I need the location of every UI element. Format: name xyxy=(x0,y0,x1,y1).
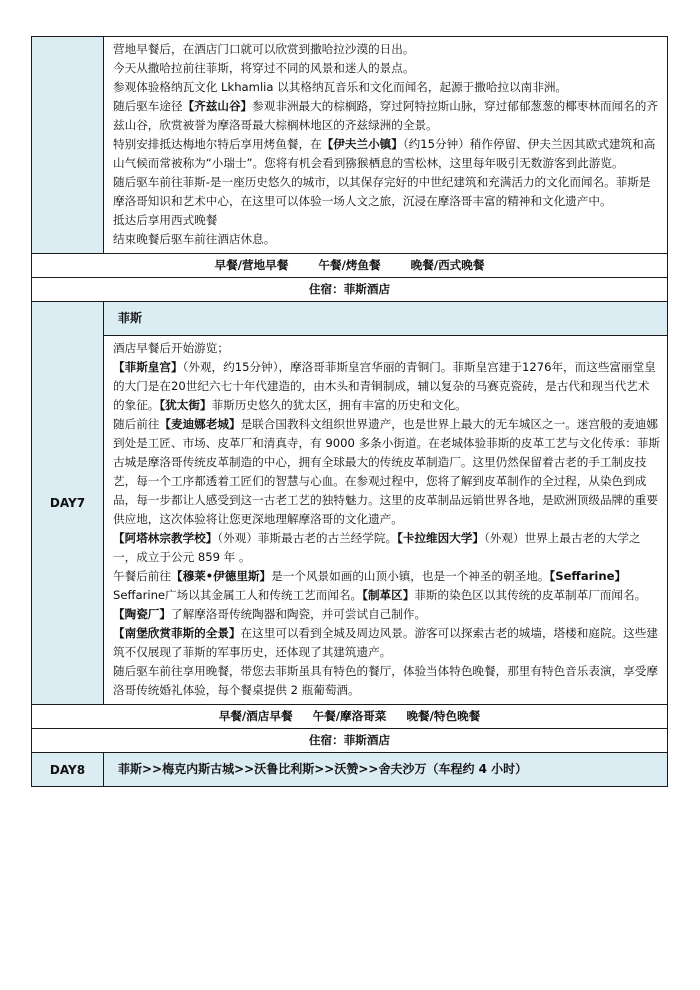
paragraph xyxy=(113,567,661,624)
paragraph xyxy=(113,211,661,230)
day7-label: DAY7 xyxy=(32,302,104,705)
day7-stay-row xyxy=(32,729,668,753)
day6-lunch: 午餐/烤鱼餐 xyxy=(318,258,381,272)
highlight-text: 【陶瓷厂】 xyxy=(113,607,171,621)
paragraph xyxy=(113,624,661,662)
body-text: 菲斯历史悠久的犹太区，拥有丰富的历史和文化。 xyxy=(211,398,467,412)
day6-meals-row xyxy=(32,254,668,278)
day7-paragraphs xyxy=(113,339,661,700)
day7-title: 菲斯 xyxy=(104,302,668,336)
body-text: 抵达后享用西式晚餐 xyxy=(113,213,218,227)
body-text: 营地早餐后，在酒店门口就可以欣赏到撒哈拉沙漠的日出。 xyxy=(113,42,415,56)
highlight-text: 【伊夫兰小镇】 xyxy=(321,137,403,151)
day8-route: 菲斯>>梅克内斯古城>>沃鲁比利斯>>沃赞>>舍夫沙万（车程约 4 小时） xyxy=(104,753,668,787)
paragraph xyxy=(113,358,661,415)
paragraph xyxy=(113,135,661,173)
highlight-text: 【南堡欣赏菲斯的全景】 xyxy=(113,626,241,640)
paragraph xyxy=(113,230,661,249)
day7-lunch: 午餐/摩洛哥菜 xyxy=(312,709,387,723)
itinerary-page xyxy=(31,36,667,787)
day6-content-row xyxy=(32,37,668,254)
body-text: 随后前往 xyxy=(113,417,160,431)
highlight-text: 【穆莱•伊德里斯】 xyxy=(170,569,272,583)
body-text: （约15分钟）稍作停留、伊夫兰因其欧式建筑和高山气候而常被称为“小瑞士”。您将有机会看到猕猴栖息的雪松林，这里每年吸引无数游客到此游览。 xyxy=(113,137,656,170)
body-text: 参观非洲最大的棕榈路，穿过阿特拉斯山脉，穿过郁郁葱葱的椰枣林而闻名的齐兹山谷，欣赏被誉为摩洛哥最大棕榈林地区的齐兹绿洲的全景。 xyxy=(113,99,658,132)
paragraph xyxy=(113,529,661,567)
body-text: （外观，约15分钟），摩洛哥菲斯皇宫华丽的青铜门。菲斯皇宫建于1276年，而这些富丽堂皇的大门是在20世纪六七十年代建造的，由木头和青铜制成，辅以复杂的马赛克瓷砖，是古代和现当代艺术的象征。 xyxy=(113,360,656,412)
highlight-text: 【麦迪娜老城】 xyxy=(159,417,241,431)
highlight-text: 【卡拉维因大学】 xyxy=(397,531,485,545)
body-text: 在这里可以看到全城及周边风景。游客可以探索古老的城墙，塔楼和庭院。这些建筑不仅展现了菲斯的军事历史，还体现了其建筑遗产。 xyxy=(113,626,658,659)
body-text: 参观体验格纳瓦文化 Lkhamlia 以其格纳瓦音乐和文化而闻名，起源于撒哈拉以南非洲。 xyxy=(113,80,568,94)
body-text: 午餐后前往 xyxy=(113,569,171,583)
body-text: 是联合国教科文组织世界遗产，也是世界上最大的无车城区之一。迷宫般的麦迪娜到处是工匠、市场、皮革厂和清真寺，有 9000 多条小街道。在老城体验菲斯的皮革工艺与文化传承：菲斯古城是摩洛哥传统皮革制造的中心，拥有全球最大的传统皮革制造厂。这里仍然保留着古老的手工制皮技艺，每一个工序都透着工匠们的智慧与心血。在参观过程中，您将了解到皮革制作的全过程，从染色到成品，每一步都让人感受到这一古老工艺的独特魅力。这里的皮革制品远销世界各地，是欧洲顶级品牌的重要供应地，这次体验将让您更深地理解摩洛哥的文化遗产。 xyxy=(113,417,661,526)
day7-meals-row xyxy=(32,705,668,729)
day6-label-cell xyxy=(32,37,104,254)
day7-stay: 住宿：菲斯酒店 xyxy=(32,729,668,753)
body-text: Seffarine广场以其金属工人和传统工艺而闻名。 xyxy=(113,588,363,602)
highlight-text: 【菲斯皇宫】 xyxy=(113,360,183,374)
paragraph xyxy=(113,415,661,529)
body-text: 特别安排抵达梅地尔特后享用烤鱼餐，在 xyxy=(113,137,322,151)
body-text: （外观）世界上最古老的大学之一，成立于公元 859 年 。 xyxy=(113,531,641,564)
body-text: 结束晚餐后驱车前往酒店休息。 xyxy=(113,232,276,246)
itinerary-table xyxy=(31,36,668,787)
paragraph xyxy=(113,662,661,700)
day6-meals xyxy=(32,254,668,278)
body-text: 今天从撒哈拉前往菲斯，将穿过不同的风景和迷人的景点。 xyxy=(113,61,415,75)
day7-description xyxy=(104,336,668,705)
body-text: 了解摩洛哥传统陶器和陶瓷，并可尝试自己制作。 xyxy=(170,607,427,621)
paragraph xyxy=(113,339,661,358)
day7-dinner: 晚餐/特色晚餐 xyxy=(406,709,481,723)
day6-breakfast: 早餐/营地早餐 xyxy=(214,258,289,272)
day7-meals xyxy=(32,705,668,729)
highlight-text: 【齐兹山谷】 xyxy=(182,99,253,113)
day6-stay: 住宿：菲斯酒店 xyxy=(32,278,668,302)
day6-paragraphs xyxy=(113,40,661,249)
highlight-text: 【制革区】 xyxy=(362,588,415,602)
highlight-text: 【阿塔林宗教学校】 xyxy=(113,531,218,545)
body-text: 酒店早餐后开始游览； xyxy=(113,341,229,355)
body-text: 菲斯的染色区以其传统的皮革制革厂而闻名。 xyxy=(414,588,647,602)
paragraph xyxy=(113,40,661,59)
paragraph xyxy=(113,97,661,135)
highlight-text: 【Seffarine】 xyxy=(549,569,627,583)
day8-row xyxy=(32,753,668,787)
highlight-text: 【犹太街】 xyxy=(159,398,212,412)
body-text: 随后驱车前往享用晚餐，带您去菲斯虽具有特色的餐厅，体验当体特色晚餐，那里有特色音乐表演，享受摩洛哥传统婚礼体验，每个餐桌提供 2 瓶葡萄酒。 xyxy=(113,664,658,697)
body-text: 是一个风景如画的山顶小镇，也是一个神圣的朝圣地。 xyxy=(271,569,550,583)
paragraph xyxy=(113,59,661,78)
body-text: 随后驱车途径 xyxy=(113,99,183,113)
body-text: （外观）菲斯最古老的古兰经学院。 xyxy=(217,531,398,545)
body-text: 随后驱车前往菲斯-是一座历史悠久的城市，以其保存完好的中世纪建筑和充满活力的文化而闻名。菲斯是摩洛哥知识和艺术中心，在这里可以体验一场人文之旅，沉浸在摩洛哥丰富的精神和文化遗产中。 xyxy=(113,175,651,208)
day7-title-row xyxy=(32,302,668,336)
day7-content-row xyxy=(32,336,668,705)
day6-stay-row xyxy=(32,278,668,302)
paragraph xyxy=(113,173,661,211)
day8-label: DAY8 xyxy=(32,753,104,787)
day6-dinner: 晚餐/西式晚餐 xyxy=(410,258,485,272)
day6-description xyxy=(104,37,668,254)
day7-breakfast: 早餐/酒店早餐 xyxy=(218,709,293,723)
paragraph xyxy=(113,78,661,97)
